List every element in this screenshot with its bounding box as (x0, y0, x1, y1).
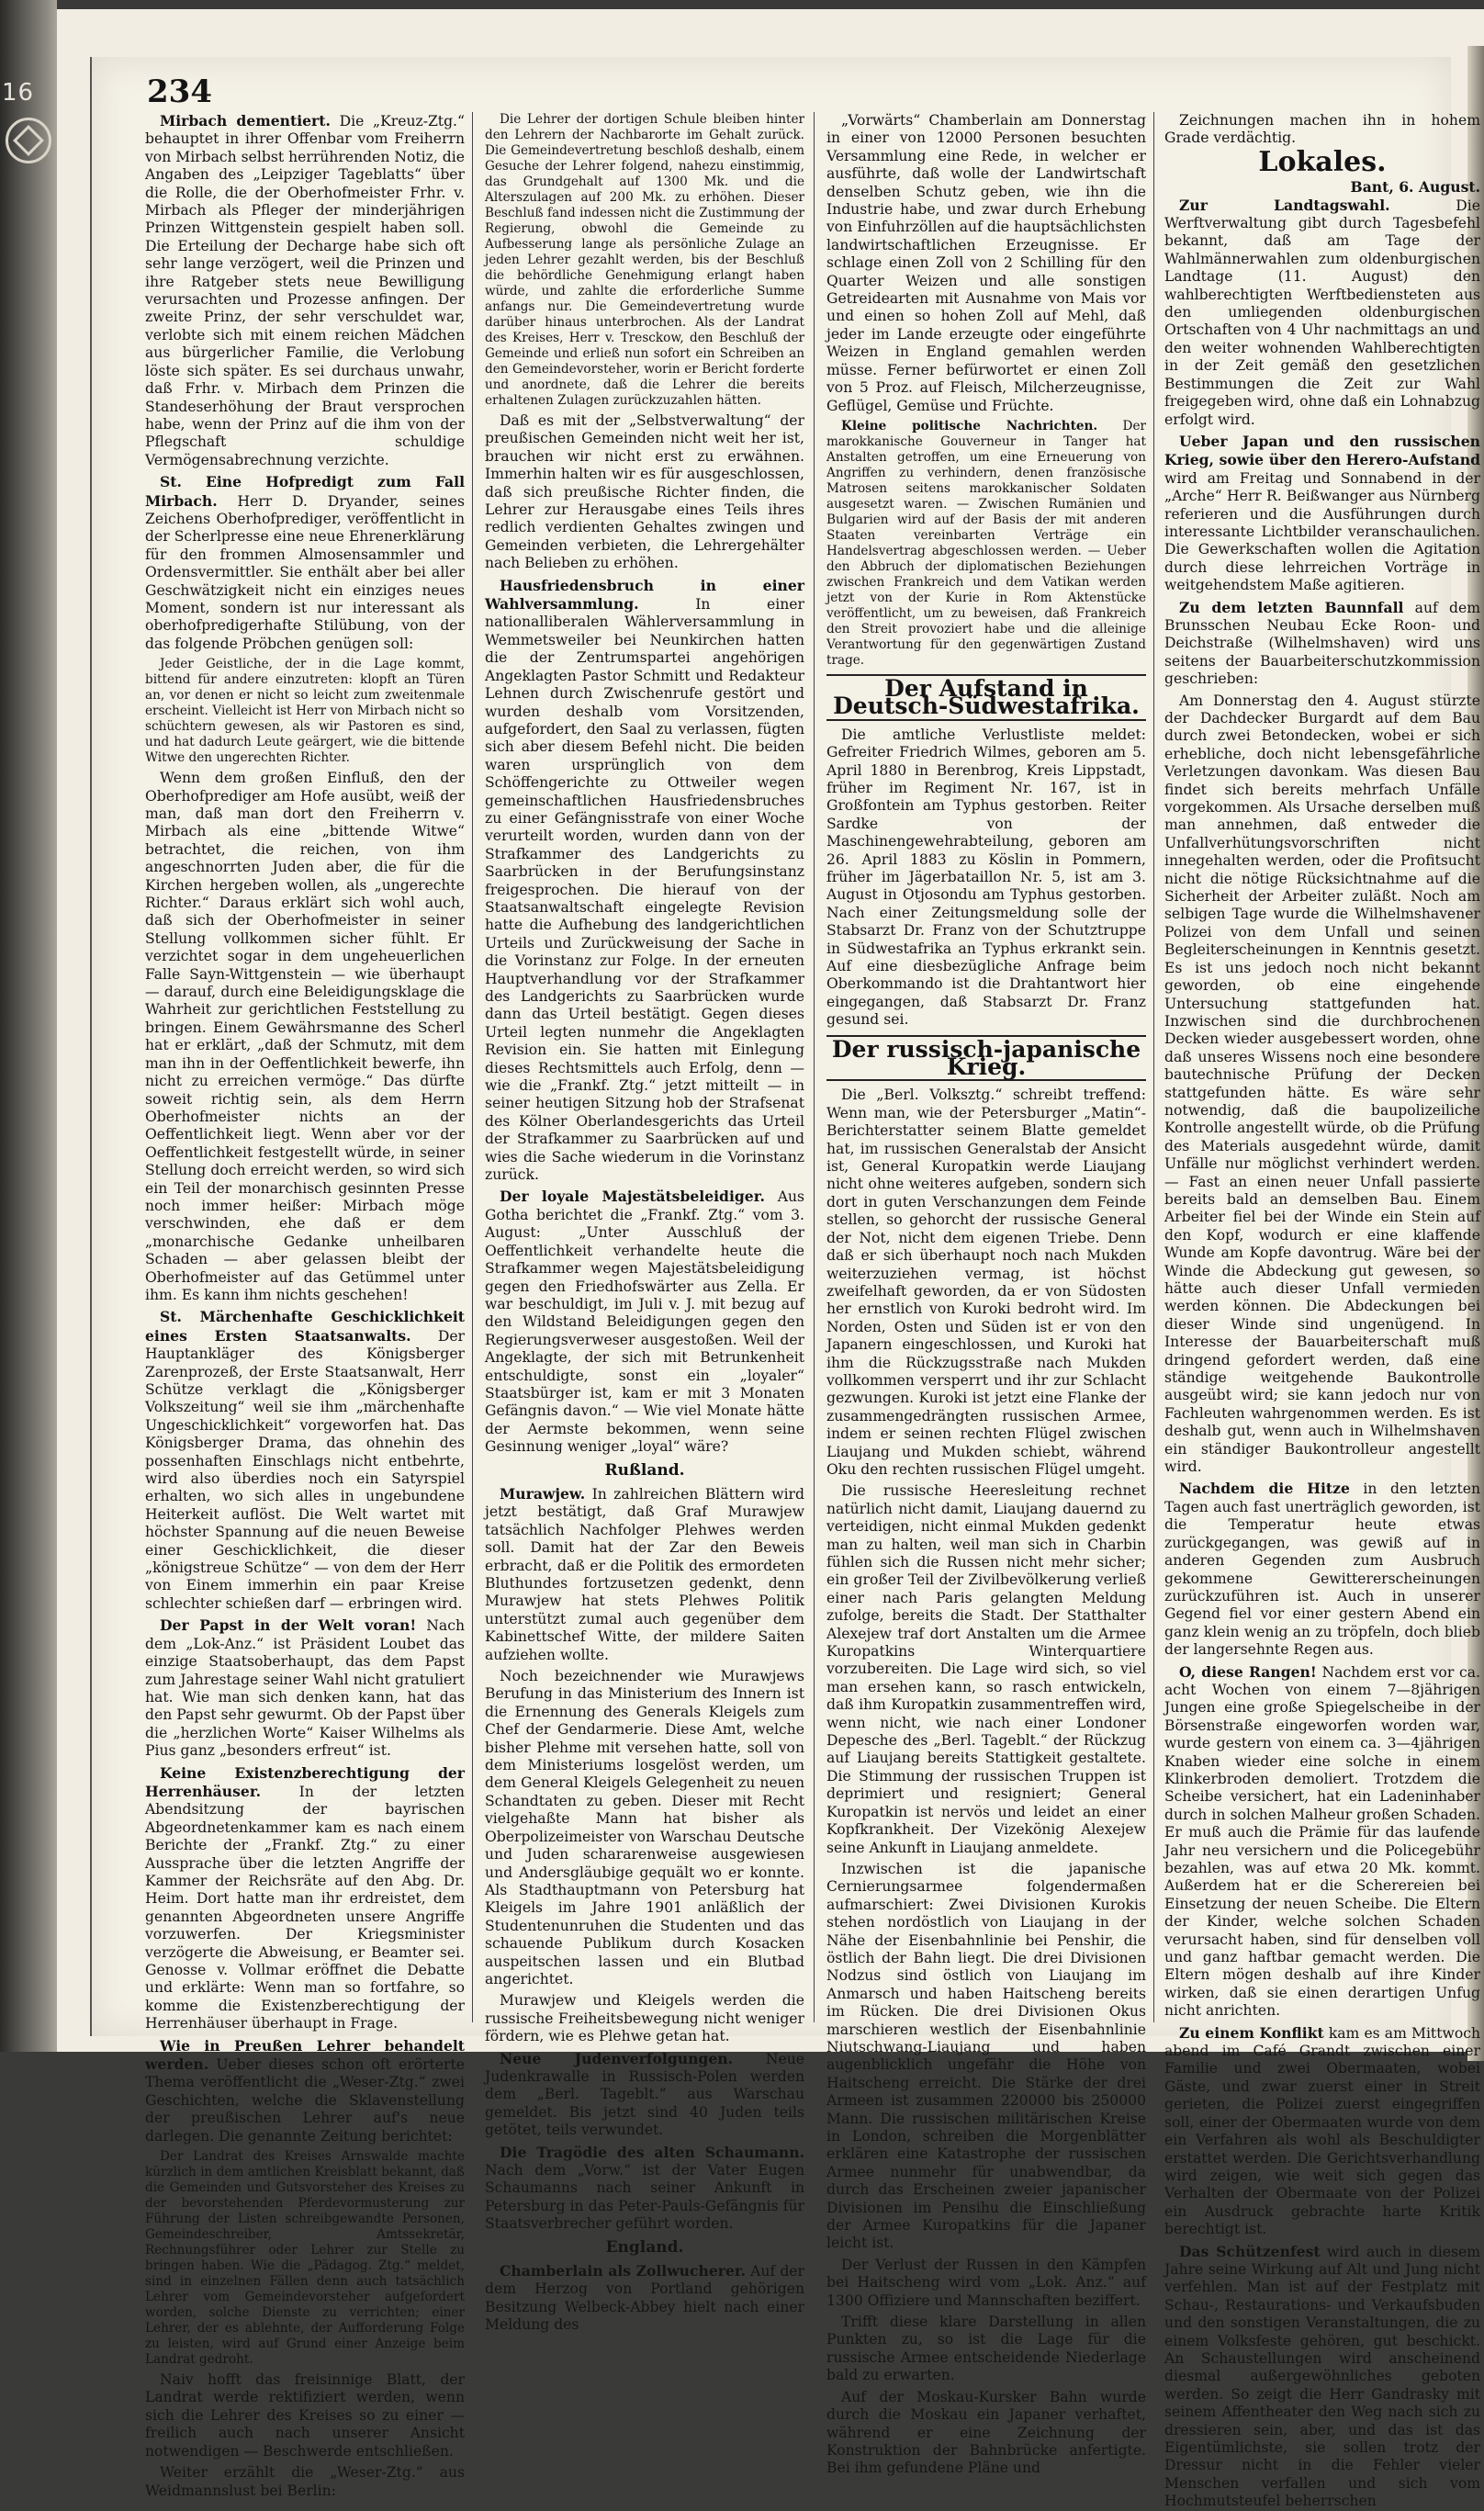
article-heading: Murawjew. (500, 1484, 586, 1503)
article-heading: Zur Landtagswahl. (1179, 196, 1390, 214)
article-paragraph (145, 1616, 465, 1760)
article-text: „Vorwärts“ Chamberlain am Donnerstag in einer von 12000 Personen besuchten Versammlung eine Rede, in welcher er ausführte, daß wolle der Landwirtschaft denselben Schutz geben, wie ihn die Industrie habe, und zwar durch Erhebung von Einfuhrzöllen auf die hauptsächlichsten landwirtschaftlichen Erzeugnisse. Er schlage einen Zoll von 2 Schilling für den Quarter Weizen und alle sonstigen Getreidearten mit Ausnahme von Mais vor und einen so hohen Zoll auf Mehl, daß jeder im Lande erzeugte oder eingeführte Weizen in England gemahlen werden müsse. Ferner befürwortet er einen Zoll von 5 Proz. auf Fleisch, Milcherzeugnisse, Geflügel, Gemüse und Früchte. (826, 112, 1146, 414)
article-text: Der Hauptankläger des Königsberger Zarenprozeß, der Erste Staatsanwalt, Herr Schütze verklagt die „Königsberger Volkszeitung“ weil sie ihm „märchenhafte Ungeschicklichkeit“ vorgeworfen hat. Das Königsberger Drama, das ohnehin des possenhaften Einschlags nicht entbehrte, wird also überdies noch ein Satyrspiel erhalten, wo sich alles in ungebundene Heiterkeit auflöst. Die Welt wartet mit höchster Spannung auf die neuen Beweise einer Geschicklichkeit, die dieser „königstreue Schütze“ — von dem der Herr von Einem immerhin ein paar Kreise schlechter schießen darf — erbringen wird. (145, 1327, 465, 1612)
article-heading: Chamberlain als Zollwucherer. (500, 2262, 747, 2280)
article-text: Murawjew und Kleigels werden die russische Freiheitsbewegung nicht weniger fördern, wie es Plehwe getan hat. (485, 1992, 804, 2045)
article-text: Die amtliche Verlustliste meldet: Gefreiter Friedrich Wilmes, geboren am 5. April 1880 in Berenbrog, Kreis Lippstadt, früher im Regiment Nr. 167, ist in Großfontein am Typhus gestorben. Reiter Sardke von der Maschinengewehrabteilung, geboren am 26. April 1883 zu Köslin in Pommern, früher im Jägerbataillon Nr. 5, ist am 3. August in Otjosondu am Typhus gestorben. Nach einer Zeitungsmeldung solle der Stabsarzt Dr. Franz von der Schutztruppe in Südwestafrika an Typhus erkrankt sein. Auf eine diesbezügliche Anfrage beim Oberkommando ist die Drahtantwort hier eingegangen, daß Stabsarzt Dr. Franz gesund sei. (826, 726, 1146, 1029)
ornament-icon (6, 118, 51, 163)
article-text: Aus Gotha berichtet die „Frankf. Ztg.“ vom 3. August: „Unter Ausschluß der Oeffentlichkeit verhandelte heute die Strafkammer wegen Majestätsbeleidigung gegen den Friedhofswärter aus Zella. Er war beschuldigt, im Juli v. J. mit bezug auf den Wildstand Beleidigungen gegen den Regierungsverweser ausgestoßen. Weil der Angeklagte, der sich mit Betrunkenheit entschuldigte, sonst ein „loyaler“ Staatsbürger ist, kam er mit 3 Monaten Gefängnis davon.“ — Wie viel Monate hätte der Aermste bekommen, wenn seine Gesinnung weniger „loyal“ wäre? (485, 1188, 804, 1456)
article-text: Ueber dieses schon oft erörterte Thema veröffentlicht die „Weser-Ztg.“ zwei Geschichten, welche die Sklavenstellung der preußischen Lehrer auf's neue darlegen. Die genannte Zeitung berichtet: (145, 2056, 465, 2145)
article-text: kam es am Mittwoch abend im Café Grandt zwischen einer Familie und zwei Obermaaten, wobei Gäste, und zwar zuerst einer in Streit gerieten, die Polizei zuerst eingegriffen soll, einer der Obermaaten wurde von dem ein Verfahren als wohl als Beschuldigter erstattet werden. Die Gerichtsverhandlung wird zeigen, wie weit sich gegen das Verhalten der Obermaate von der Polizei ein Ausdruck gebrachte harte Kritik berechtigt ist. (1164, 2024, 1480, 2238)
article-heading: St. Märchenhafte Geschicklichkeit eines Ersten Staatsanwalts. (145, 1308, 465, 1345)
column-2 (485, 112, 804, 2334)
article-paragraph (1164, 197, 1480, 429)
article-paragraph (485, 577, 804, 1185)
article-paragraph (826, 1861, 1146, 2253)
article-heading: Zu einem Konflikt (1179, 2023, 1324, 2042)
article-paragraph (826, 1482, 1146, 1857)
article-headline: Der Aufstand in Deutsch-Südwestafrika. (826, 674, 1146, 721)
article-paragraph (1164, 2243, 1480, 2511)
article-paragraph (485, 2262, 804, 2335)
article-paragraph (1164, 692, 1480, 1477)
article-text: Am Donnerstag den 4. August stürzte der Dachdecker Burgardt auf dem Bau durch zwei Betondecken, wobei er sich erhebliche, doch nicht lebensgefährliche Verletzungen davonkam. Was diesen Bau findet sich bereits mehrfach Unfälle vorgekommen. Als Ursache derselben muß man annehmen, daß entweder die Unfallverhütungsvorschriften nicht innegehalten werden, oder die Profitsucht nicht die nötige Rücksichtnahme auf die Sicherheit der Arbeiter zuläßt. Noch am selbigen Tage wurde die Wilhelmshavener Polizei von dem Unfall und seinen Begleiterscheinungen in Kenntnis gesetzt. Es ist uns jedoch noch nicht bekannt geworden, ob eine eingehende Untersuchung stattgefunden hat. Inzwischen sind die durchbrochenen Decken wieder ausgebessert worden, ohne daß unseres Wissens noch eine besondere bautechnische Prüfung der Decken stattgefunden hätte. Es wäre sehr notwendig, daß die baupolizeiliche Kontrolle angestellt würde, ob die Prüfung des Materials ausgedehnt würde, damit Unfälle nur möglichst verhindert werden. — Fast an einen neuer Unfall passierte bereits bald an demselben Bau. Einem Arbeiter fiel bei der Winde ein Stein auf den Kopf, wodurch er eine klaffende Wunde am Kopfe davontrug. Wäre bei der Winde die Abdeckung gut gewesen, so hätte auch dieser Unfall vermieden werden können. Die Abdeckungen bei dieser Winde sind ungenügend. In Interesse der Bauarbeiterschaft muß dringend gefordert werden, daß eine ständige weitgehende Baukontrolle ausgeübt wird; sie kann jedoch nur von Fachleuten wahrgenommen werden. Es ist deshalb gut, wenn auch in Wilhelmshaven ein ständiger Baukontrolleur angestellt wird. (1164, 692, 1480, 1476)
page-number: 234 (147, 73, 212, 110)
article-text: Die Lehrer der dortigen Schule bleiben hinter den Lehrern der Nachbarorte im Gehalt zurück. Die Gemeindevertretung beschloß deshalb, einem Gesuche der Lehrer folgend, nahezu einstimmig, das Grundgehalt auf 1300 Mk. und die Alterszulagen auf 200 Mk. zu erhöhen. Dieser Beschluß fand indessen nicht die Zustimmung der Regierung, obwohl die Gemeinde zu Aufbesserung lange als persönliche Zulage an jeden Lehrer gezahlt werden, bis der Beschluß die behördliche Genehmigung erlangt haben würde, und zahlte die erforderliche Summe anfangs nur. Die Gemeindevertretung wurde darüber hinaus unterbrochen. Als der Landrat des Kreises, Herr v. Tresckow, den Beschluß der Gemeinde und erließ nun sofort ein Schreiben an den Gemeindevorsteher, worin er Bericht forderte und anordnete, daß die Lehrer die bereits erhaltenen Zulagen zurückzuzahlen hätten. (485, 112, 804, 408)
article-paragraph (145, 770, 465, 1304)
article-text: Die russische Heeresleitung rechnet natürlich nicht damit, Liaujang dauernd zu verteidigen, nicht einmal Mukden gedenkt man zu halten, weil man sich in Charbin fühlen sich die Russen nicht mehr sicher; ein großer Teil der Zivilbevölkerung verließ einer nach Paris gelangten Meldung zufolge, bereits die Stadt. Der Statthalter Alexejew traf dort Anstalten um die Armee Kuropatkins Winterquartiere vorzubereiten. Die Lage wird sich, so viel man ersehen kann, so rasch entwickeln, daß ihm Kuropatkin zusammentreffen wird, wenn nicht, wie nach einer Londoner Depesche des „Berl. Tageblt.“ der Rückzug auf Liaujang bereits Stattigkeit gestaltete. Die Stimmung der russischen Truppen ist deprimiert und resigniert; General Kuropatkin ist nervös und leidet an einer Kopfkrankheit. Der Vizekönig Alexejew seine Ankunft in Liaujang anmeldete. (826, 1482, 1146, 1856)
article-text: wird am Freitag und Sonnabend in der „Arche“ Herr R. Beißwanger aus Nürnberg referieren und die Ausführungen durch interessante Lichtbilder veranschaulichen. Die Gewerkschaften wollen die Agitation durch diese lehrreichen Vorträge in weitgehendstem Maße agitieren. (1164, 469, 1480, 594)
article-heading: Die Tragödie des alten Schaumann. (500, 2143, 804, 2161)
article-paragraph (145, 112, 465, 469)
edge-page-number: 16 (2, 79, 35, 107)
column-rule (472, 112, 473, 2022)
article-heading: Hausfriedensbruch in einer Wahlversammlung. (485, 576, 804, 614)
article-text: Neue Judenkrawalle in Russisch-Polen werden dem „Berl. Tageblt.“ aus Warschau gemeldet. Bis jetzt sind 40 Juden teils getötet, teils verwundet. (485, 2050, 804, 2139)
article-paragraph (1164, 433, 1480, 595)
article-paragraph (485, 1668, 804, 1988)
article-text: Der Landrat des Kreises Arnswalde machte kürzlich in dem amtlichen Kreisblatt bekannt, daß die Gemeinden und Gutsvorsteher des Kreises zu der bevorstehenden Pferdevormusterung zur Führung der Listen schreibgewandte Personen, Gemeindeschreiber, Amtssekretär, Rechnungsführer oder Lehrer zur Stelle zu bringen haben. Wie die „Pädagog. Ztg.“ meldet, sind in einzelnen Fällen denn auch tatsächlich Lehrer vom Gemeindevorsteher aufgefordert worden, solche Dienste zu verrichten; einer Lehrer, der es ablehnte, der Aufforderung Folge zu leisten, wird auf Grund einer Anzeige beim Landrat gedroht. (145, 2149, 465, 2368)
article-text: Weiter erzählt die „Weser-Ztg.“ aus Weidmannslust bei Berlin: (145, 2464, 465, 2499)
article-paragraph (485, 1188, 804, 1456)
article-text: In einer nationalliberalen Wählerversammlung in Wemmetsweiler bei Neunkirchen hatten die der Zentrumspartei angehörigen Angeklagten Pastor Schmitt und Redakteur Lehnen durch Zwischenrufe gestört und wurden deshalb vom Vorsitzenden, aufgefordert, den Saal zu verlassen, fügten sich aber diesem Befehl nicht. Die beiden waren ursprünglich von dem Schöffengerichte zu Ottweiler wegen gemeinschaftlichen Hausfriedensbruches zu einer Gefängnisstrafe von einer Woche verurteilt worden, wurden dann von der Strafkammer des Landgerichts zu Saarbrücken in der Berufungsinstanz freigesprochen. Die hierauf von der Staatsanwaltschaft eingelegte Revision hatte die Aufhebung des landgerichtlichen Urteils und Zurückweisung der Sache in die Vorinstanz zur Folge. In der erneuten Hauptverhandlung vor der Strafkammer des Landgerichts zu Saarbrücken wurde dann das Urteil bestätigt. Gegen dieses Urteil legten nunmehr die Angeklagten Revision ein. Sie hatten mit Einlegung dieses Rechtsmittels auch Erfolg, denn — wie die „Frankf. Ztg.“ jetzt mitteilt — in seiner heutigen Sitzung hob der Strafsenat des Kölner Oberlandesgerichts das Urteil der Strafkammer zu Saarbrücken auf und wies die Sache wiederum in die Vorinstanz zurück. (485, 596, 804, 1184)
article-text: Nach dem „Lok-Anz.“ ist Präsident Loubet das einzige Staatsoberhaupt, das dem Papst zum Jahrestage seiner Wahl nicht gratuliert hat. Wie man sich denken kann, hat das den Papst sehr gewurmt. Ob der Papst über die „herzlichen Worte“ Kaiser Wilhelms als Pius ganz „besonders erfreut“ ist. (145, 1617, 465, 1760)
article-paragraph (826, 419, 1146, 669)
column-3 (826, 112, 1146, 2477)
article-paragraph (145, 2371, 465, 2460)
article-text: Nach dem „Vorw.“ ist der Vater Eugen Schaumanns nach seiner Ankunft in Petersburg in das Peter-Pauls-Gefängnis für Staatsverbrecher geführt worden. (485, 2162, 804, 2233)
article-heading: Der loyale Majestätsbeleidiger. (500, 1188, 765, 1206)
article-paragraph (1164, 2024, 1480, 2239)
article-text: in den letzten Tagen auch fast unerträglich geworden, ist die Temperatur heute etwas zurückgegangen, was gewiß auf in anderen Gegenden zum Ausbruch gekommene Gewittererscheinungen zurückzuführen ist. Auch in unserer Gegend fiel vor einer gestern Abend ein ganz klein wenig an zu tröpfeln, doch blieb der langersehnte Regen aus. (1164, 1481, 1480, 1659)
article-paragraph (145, 1764, 465, 2033)
column-rule (1153, 112, 1154, 2022)
article-heading: Ueber Japan und den russischen Krieg, sowie über den Herero-Aufstand (1164, 432, 1480, 469)
article-text: In der letzten Abendsitzung der bayrischen Abgeordnetenkammer kam es nach einem Berichte der „Frankf. Ztg.“ zu einer Aussprache über die letzten Angriffe der Kammer der Reichsräte auf den Abg. Dr. Heim. Dort hatte man ihr erdreistet, dem genannten Abgeordneten unsere Angriffe vorzuwerfen. Der Kriegsminister verzögerte die Abweisung, er Beamter sei. Genosse v. Vollmar eröffnet die Debatte und erklärte: Wenn man so fortfahre, so komme die Existenzberechtigung der Herrenhäuser überhaupt in Frage. (145, 1783, 465, 2032)
article-headline: Der russisch-japanische Krieg. (826, 1035, 1146, 1082)
dateline: Bant, 6. August. (1350, 178, 1480, 197)
article-paragraph (1164, 1480, 1480, 1659)
article-text: Der marokkanische Gouverneur in Tanger hat Anstalten getroffen, um eine Erneuerung von Angriffen zu verhindern, denen französische Matrosen seitens marokkanischer Soldaten ausgesetzt waren. — Zwischen Rumänien und Bulgarien wird auf der Basis der mit anderen Staaten vereinbarten Verträge ein Handelsvertrag abgeschlossen werden. — Ueber den Abbruch der diplomatischen Beziehungen zwischen Frankreich und dem Vatikan werden jetzt von der Kurie in Rom Aktenstücke veröffentlicht, um zu beweisen, daß Frankreich den Streit provoziert habe und die alleinige Verantwortung für den gegenwärtigen Zustand trage. (826, 418, 1146, 668)
article-paragraph (145, 2149, 465, 2368)
article-paragraph (826, 112, 1146, 415)
article-paragraph (826, 2314, 1146, 2385)
article-heading: Mirbach dementiert. (160, 112, 331, 129)
article-text: Die „Kreuz-Ztg.“ behauptet in ihrer Offenbar vom Freiherrn von Mirbach selbst herrührenden Notiz, die Angaben des „Leipziger Tageblatts“ über die Rolle, die der Oberhofmeister Frhr. v. Mirbach als Pfleger der minderjährigen Prinzen Wittgenstein gespielt haben soll. Die Erteilung der Decharge habe sich oft sehr lange verzögert, weil die Prinzen und ihre Ratgeber stets neue Bewilligung verursachten und Prozesse anfingen. Der zweite Prinz, der sehr verschuldet war, verlobte sich mit einem reichen Mädchen aus bürgerlicher Familie, die Verlobung löste sich später. Es sei durchaus unwahr, daß Frhr. v. Mirbach dem Prinzen die Standeserhöhung der Braut versprochen habe, wenn der Prinz auf die ihm von der Pflegschaft schuldige Vermögensabrechnung verzichte. (145, 113, 465, 468)
article-paragraph (826, 2389, 1146, 2478)
section-heading: Rußland. (604, 1460, 685, 1480)
article-text: Noch bezeichnender wie Murawjews Berufung in das Ministerium des Innern ist die Ernennung des Generals Kleigels zum Chef der Gendarmerie. Diese Amt, welche bisher Plehme mit versehen hatte, soll von dem Ministeriums losgelöst werden, um dem General Kleigels Gelegenheit zu neuen Schandtaten zu geben. Dieser mit Recht vielgehaßte Mann hat bisher als Oberpolizeimeister von Warschau Deutsche und Juden schararenweise ausgewiesen und Andersgläubige gequält wo er konnte. Als Stadthauptmann von Petersburg hat Kleigels im Jahre 1901 anläßlich der Studentenunruhen die Studenten und das schauende Publikum durch Kosacken auspeitschen lassen und ein Blutbad angerichtet. (485, 1668, 804, 1987)
section-title-lokales: Lokales. (1258, 145, 1387, 178)
article-paragraph (1164, 112, 1480, 148)
article-text: Wenn dem großen Einfluß, den der Oberhofprediger am Hofe ausübt, weiß der man, daß man dort den Freiherrn v. Mirbach als eine „bittende Witwe“ betrachtet, die reichen, von ihm angeschnorrten Juden aber, die für die Kirchen hergeben wollen, als „ungerechte Richter.“ Daraus erklärt sich wohl auch, daß sich der Oberhofmeister in seiner Stellung vollkommen sicher fühlt. Er verzichtet sogar in dem ungeheuerlichen Falle Sayn-Wittgenstein — wie überhaupt — darauf, durch eine Beleidigungsklage die Wahrheit zur gerichtlichen Feststellung zu bringen. Einem Gewährsmanne des Scherl hat er erklärt, „daß der Schmutz, mit dem man ihn in der Oeffentlichkeit bewerfe, ihn nicht zu erreichen vermöge.“ Das dürfte soweit richtig sein, als dem Herrn Oberhofmeister nichts an der Oeffentlichkeit liegt. Wenn aber vor der Oeffentlichkeit festgestellt würde, in seiner Stellung doch erreicht werden, so wird sich ein Teil der monarchisch gesinnten Presse noch immer heißer: Mirbach möge verschwinden, ehe daß er dem „monarchische Gedanke unheilbaren Schaden — aber gelassen bleibt der Oberhofmeister auf das Getümmel unter ihm. Es kann ihm nichts geschehen! (145, 770, 465, 1303)
article-text: Der Verlust der Russen in den Kämpfen bei Haitscheng wird vom „Lok. Anz.“ auf 1300 Offiziere und Mannschaften beziffert. (826, 2256, 1146, 2309)
article-text: Auf der Moskau-Kursker Bahn wurde durch die Moskau ein Japaner verhaftet, während er eine Zeichnung der Konstruktion der Bahnbrücke anfertigte. Bei ihm gefundene Pläne und (826, 2388, 1146, 2477)
article-paragraph (485, 2050, 804, 2140)
article-text: Die „Berl. Volksztg.“ schreibt treffend: Wenn man, wie der Petersburger „Matin“-Berichterstatter seinem Blatte gemeldet hat, im russischen Generalstab der Ansicht ist, General Kuropatkin werde Liaujang nicht ohne weiteres aufgeben, sondern sich dort in guten Verschanzungen dem Feinde stellen, so gehorcht der russische General der Not, nicht dem eigenen Triebe. Denn daß er sich überhaupt noch nach Mukden weiterzuziehen vermag, ist höchst zweifelhaft geworden, da er von Südosten her ernstlich von Kuroki bedroht wird. Im Norden, Osten und Süden ist er von den Japanern eingeschlossen, und Kuroki hat ihm die Rückzugsstraße nach Mukden vollkommen versperrt und ihr zur Schlacht gezwungen. Kuroki ist jetzt eine Flanke der zusammengedrängten russischen Armee, indem er seinen rechten Flügel zwischen Liaujang und Mukden schiebt, während Oku den rechten russischen Flügel umgeht. (826, 1087, 1146, 1478)
column-1 (145, 112, 465, 2499)
newspaper-page (90, 57, 1480, 2510)
article-paragraph (1164, 1663, 1480, 2021)
section-heading: England. (605, 2237, 684, 2257)
article-text: Auf der dem Herzog von Portland gehörigen Besitzung Welbeck-Abbey hielt nach einer Meldung des (485, 2263, 804, 2334)
article-paragraph (145, 2037, 465, 2145)
article-text: Daß es mit der „Selbstverwaltung“ der preußischen Gemeinden nicht weit her ist, brauchen wir nicht erst zu erwähnen. Immerhin halten wir es für ausgeschlossen, daß sich preußische Richter finden, die Lehrer zur Herausgabe eines Teils ihres redlich verdienten Gehaltes zwingen und Gemeinden verbieten, die Lehrergehälter nach Belieben zu erhöhen. (485, 412, 804, 572)
article-text: auf dem Brunsschen Neubau Ecke Roon- und Deichstraße (Wilhelmshaven) wird uns seitens der Bauarbeiterschutzkommission geschrieben: (1164, 599, 1480, 688)
article-text: Jeder Geistliche, der in die Lage kommt, bittend für andere einzutreten: klopft an Türen an, vor denen er nicht so leicht zum zweitenmale erscheint. Vielleicht ist Herr von Mirbach nicht so schüchtern gewesen, als wir Pastoren es sind, und hat dadurch Leute geärgert, wie die bittende Witwe den ungerechten Richter. (145, 657, 465, 766)
article-paragraph (145, 2464, 465, 2500)
article-heading: Keine Existenzberechtigung der Herrenhäuser. (145, 1763, 465, 1800)
article-text: Herr D. Dryander, seines Zeichens Oberhofprediger, veröffentlicht in der Scherlpresse eine neue Ehrenerklärung für den frommen Almosensammler und Ordensvermittler. Sie enthält aber bei aller Geschwätzigkeit nicht ein einziges neues Moment, sondern ist nur interessant als oberhofpredigerhafte Stilübung, von der das folgende Pröbchen genügen soll: (145, 492, 465, 652)
scan-left-edge (0, 0, 57, 2052)
article-text: Inzwischen ist die japanische Cernierungsarmee folgendermaßen aufmarschiert: Zwei Divisionen Kurokis stehen nordöstlich von Liaujang in der Nähe der Eisenbahnlinie bei Penshir, die östlich der Bahn liegt. Die drei Divisionen Nodzus sind östlich von Liaujang im Anmarsch und haben Haitscheng bereits im Rücken. Die drei Divisionen Okus marschieren westlich der Eisenbahnlinie Niutschwang-Liaujang und haben augenblicklich ungefähr die Höhe von Haitscheng erreicht. Die Stärke der drei Armeen ist zusammen 220000 bis 250000 Mann. Die russischen militärischen Kreise in London, schreiben die Morgenblätter erklären eine Katastrophe der russischen Armee nunmehr für unabwendbar, da durch das Erscheinen zweier japanischer Divisionen im Pensihu die Einschließung der Armee Kuropatkins für die Japaner leicht ist. (826, 1860, 1146, 2252)
article-paragraph (145, 473, 465, 653)
article-text: wird auch in diesem Jahre seine Wirkung auf Alt und Jung nicht verfehlen. Man ist auf der Festplatz mit Schau-, Restaurations- und Verkaufsbuden und den sonstigen Veranstaltungen, die zu einem Volksfeste gehören, gut beschickt. An Schaustellungen wird anscheinend diesmal außergewöhnliches geboten werden. So zeigt die Herr Gandrasky mit seinem Affentheater den Weg nach sich zu dressieren sein, aber, und das ist das Eigentümlichste, sie sollen trotz der Dressur nicht in die Fehler vieler Menschen verfallen und sich vom Hochmutsteufel beherrschen (1164, 2243, 1480, 2510)
article-text: Zeichnungen machen ihn in hohem Grade verdächtig. (1164, 112, 1480, 147)
article-paragraph (826, 2257, 1146, 2310)
article-paragraph (1164, 599, 1480, 689)
article-paragraph (826, 1087, 1146, 1479)
article-heading: O, diese Rangen! (1179, 1662, 1317, 1681)
article-heading: Das Schützenfest (1179, 2242, 1321, 2260)
article-text: Naiv hofft das freisinnige Blatt, der Landrat werde rektifiziert werden, wenn sich die Lehrer des Kreises so zu einer — freilich auch nach unserer Ansicht notwendigen — Beschwerde entschließen. (145, 2371, 465, 2460)
article-heading: St. Eine Hofpredigt zum Fall Mirbach. (145, 473, 465, 510)
article-text: Die Werftverwaltung gibt durch Tagesbefehl bekannt, daß am Tage der Wahlmännerwahlen zum oldenburgischen Landtage (11. August) den wahlberechtigten Werftbediensteten aus den umliegenden oldenburgischen Ortschaften von 4 Uhr nachmittags an und den weiter wohnenden Wahlberechtigten in der Zeit gemäß den gesetzlichen Bestimmungen die Zeit zur Wahl freigegeben wird, ohne daß ein Lohnabzug erfolgt wird. (1164, 197, 1480, 428)
article-heading: Neue Judenverfolgungen. (500, 2049, 734, 2067)
article-heading: Der Papst in der Welt voran! (160, 1616, 417, 1635)
article-text: Trifft diese klare Darstellung in allen Punkten zu, so ist die Lage für die russische Armee entscheidende Niederlage bald zu erwarten. (826, 2314, 1146, 2384)
article-heading: Kleine politische Nachrichten. (841, 418, 1098, 434)
column-rule (814, 112, 815, 2022)
article-paragraph (485, 2144, 804, 2234)
article-heading: Nachdem die Hitze (1179, 1480, 1350, 1498)
article-text: In zahlreichen Blättern wird jetzt bestätigt, daß Graf Murawjew tatsächlich Nachfolger Plehwes werden soll. Damit hat der Zar den Beweis erbracht, daß er die Politik des ermordeten Bluthundes fortzusetzen gedenkt, denn Murawjew hat stets Plehwes Politik unterstützt zumal auch gegenüber dem Kabinettschef Witte, der mildere Saiten aufziehen wollte. (485, 1485, 804, 1663)
column-4 (1164, 112, 1480, 2510)
article-paragraph (485, 112, 804, 409)
article-paragraph (145, 657, 465, 766)
article-paragraph (485, 1992, 804, 2045)
article-heading: Zu dem letzten Baunnfall (1179, 598, 1404, 616)
article-paragraph (485, 412, 804, 573)
article-text: Nachdem erst vor ca. acht Wochen von einem 7—8jährigen Jungen eine große Spiegelscheibe in der Börsenstraße eingeworfen worden war, wurde gestern von einem ca. 3—4jährigen Knaben wieder eine solche in einem Klinkerbroden demoliert. Trotzdem die Scheibe versichert, hat ein Ladeninhaber durch in solchen Malheur großen Schaden. Er muß auch die Prämie für das laufende Jahr neu versichern und die Policegebühr bezahlen, was auf etwa 20 Mk. kommt. Außerdem hat er die Scherereien bei Einsetzung der neuen Scheibe. Die Eltern der Kinder, welche solchen Schaden verursacht haben, sind für denselben voll und ganz haftbar gemacht werden. Die Eltern mögen deshalb auf ihre Kinder wirken, daß sie einen derartigen Unfug nicht anrichten. (1164, 1663, 1480, 2020)
article-heading: Wie in Preußen Lehrer behandelt werden. (145, 2036, 465, 2074)
article-paragraph (826, 726, 1146, 1030)
article-paragraph (485, 1485, 804, 1664)
article-paragraph (145, 1308, 465, 1613)
